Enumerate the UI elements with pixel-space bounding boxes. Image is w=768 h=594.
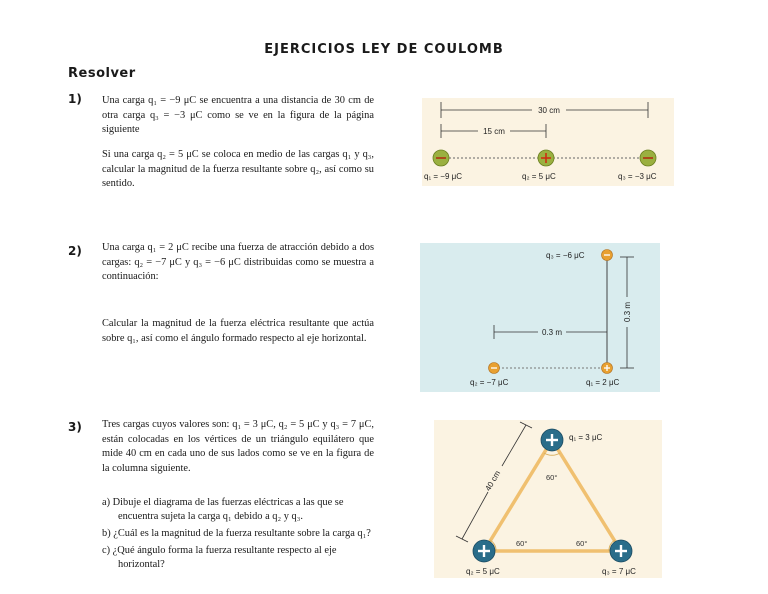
exercise-3-questions: [102, 496, 376, 594]
q3-label: q₃ = 7 μC: [602, 567, 636, 576]
distance-horizontal-label: 0.3 m: [541, 328, 563, 337]
exercise-1-statement: Una carga q₁ = −9 μC se encuentra a una distancia de 30 cm de otra carga q₃ = −3 μC como se ve en la figura de la página siguiente: [102, 95, 374, 135]
exercise-3-figure: [434, 420, 662, 578]
distance-15cm-label: 15 cm: [483, 127, 505, 136]
distance-30cm-label: 30 cm: [538, 106, 560, 115]
charge-q3-negative-icon: [602, 250, 613, 261]
exercise-3-statement: Tres cargas cuyos valores son: q₁ = 3 μC, q₂ = 5 μC y q₃ = 7 μC, están colocadas en los vértices de un triángulo equilátero que mide 40 cm en cada uno de sus lados como se ve en la figura de la columna siguiente.: [102, 419, 374, 474]
q2-label: q₂ = 5 μC: [522, 172, 556, 181]
angle-right-label: 60°: [576, 539, 588, 548]
charge-q1-positive-icon: [602, 363, 613, 374]
question-a: a) Dibuje el diagrama de las fuerzas eléctricas a las que se encuentra sujeta la carga q₁ debido a q₂ y q₃.: [102, 497, 344, 522]
exercise-2-question: Calcular la magnitud de la fuerza eléctrica resultante que actúa sobre q₁, así como el ángulo formado respecto al eje horizontal.: [102, 318, 374, 344]
exercise-1-question: Si una carga q₂ = 5 μC se coloca en medio de las cargas q₁ y q₃, calcular la magnitud de la fuerza resultante sobre q₂, así como su sentido.: [102, 149, 374, 189]
exercise-3-number: 3): [68, 420, 82, 434]
charge-q3-positive-icon: [610, 540, 632, 562]
q3-label: q₃ = −3 μC: [618, 172, 657, 181]
q1-label: q₁ = 2 μC: [586, 378, 620, 387]
q2-label: q₂ = −7 μC: [470, 378, 509, 387]
question-b: b) ¿Cuál es la magnitud de la fuerza resultante sobre la carga q₁?: [102, 528, 371, 539]
side-length-label: 40 cm: [483, 469, 503, 493]
exercise-1-number: 1): [68, 92, 82, 106]
q3-label: q₃ = −6 μC: [546, 251, 585, 260]
exercise-2-statement: Una carga q₁ = 2 μC recibe una fuerza de atracción debido a dos cargas: q₂ = −7 μC y q₃ = −6 μC distribuidas como se muestra a continuación:: [102, 242, 374, 282]
charge-q2-positive-icon: [473, 540, 495, 562]
charge-q2-negative-icon: [489, 363, 500, 374]
q2-label: q₂ = 5 μC: [466, 567, 500, 576]
charge-q2-positive-icon: [538, 150, 554, 166]
document-title: EJERCICIOS LEY DE COULOMB: [264, 42, 504, 57]
exercise-2-number: 2): [68, 244, 82, 258]
exercise-1-figure: [422, 98, 674, 186]
section-heading: Resolver: [68, 66, 136, 81]
question-c: c) ¿Qué ángulo forma la fuerza resultante respecto al eje horizontal?: [102, 545, 337, 570]
charge-q1-negative-icon: [433, 150, 449, 166]
distance-vertical-label: 0.3 m: [623, 301, 632, 323]
charge-q1-positive-icon: [541, 429, 563, 451]
q1-label: q₁ = 3 μC: [569, 433, 603, 442]
angle-top-label: 60°: [546, 473, 558, 482]
q1-label: q₁ = −9 μC: [424, 172, 462, 181]
charge-q3-negative-icon: [640, 150, 656, 166]
angle-left-label: 60°: [516, 539, 528, 548]
exercise-2-figure: [420, 243, 660, 392]
